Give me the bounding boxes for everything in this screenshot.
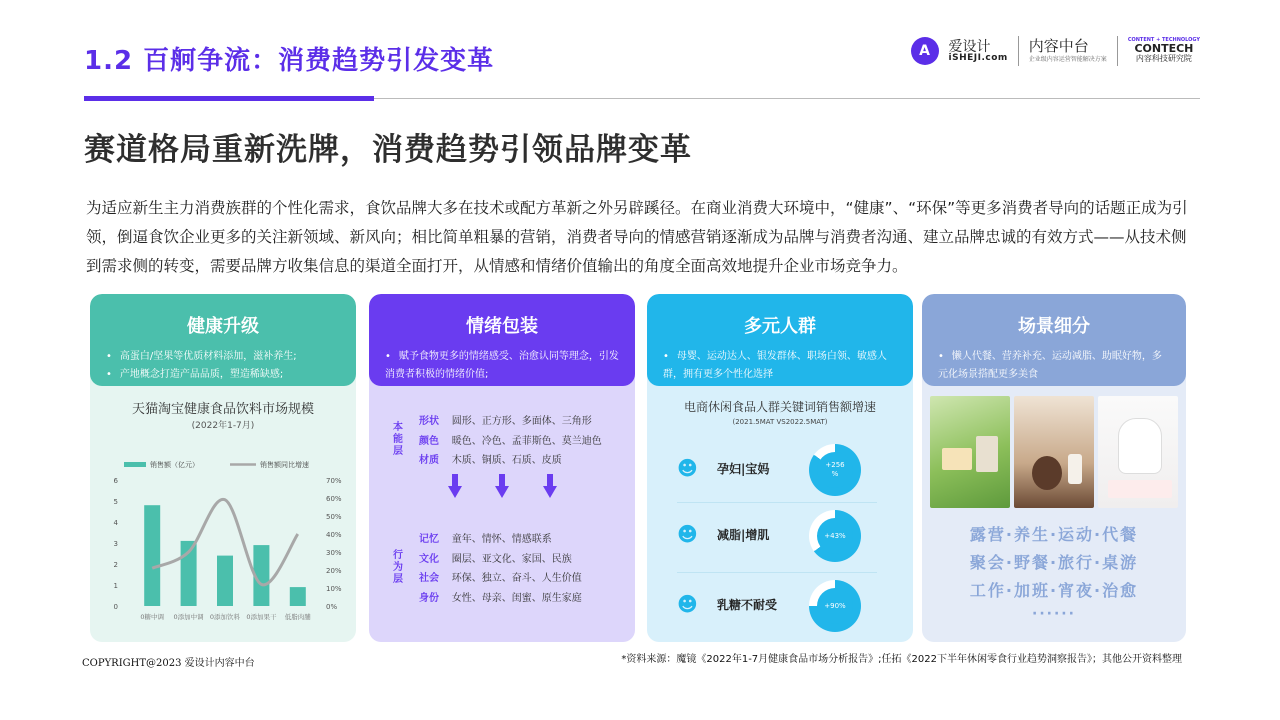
- x-tick-label: 低脂肉脯: [284, 613, 311, 621]
- list-item: [419, 569, 582, 589]
- contech-logo: [1128, 38, 1200, 64]
- data-source-note: *资料来源：魔镜《2022年1-7月健康食品市场分析报告》;任拓《2022下半年休闲零食行业趋势洞察报告》；其他公开资料整理: [621, 654, 1182, 665]
- crowd-chart-title: 电商休闲食品人群关键词销售额增速: [683, 400, 876, 414]
- card-header: [90, 294, 356, 386]
- card-title: 健康升级: [187, 316, 259, 337]
- person-icon: ☻: [677, 456, 698, 480]
- contech-logo-top: CONTENT + TECHNOLOGY: [1127, 36, 1200, 43]
- health-food-photo: [1014, 396, 1094, 508]
- legend-bar-swatch: [124, 462, 146, 467]
- y2-tick-label: 10%: [326, 585, 342, 593]
- item-label: 文化: [419, 553, 439, 565]
- item-label: 社会: [419, 573, 439, 584]
- card-title: 情绪包装: [466, 316, 538, 337]
- card-health-upgrade: [90, 294, 356, 642]
- list-item: [419, 530, 582, 550]
- item-label: 颜色: [419, 435, 439, 447]
- card-bullet: • 高蛋白/坚果等优质材料添加，滋补养生;: [106, 348, 340, 366]
- growth-ring: [809, 444, 861, 496]
- card-scene-segmentation: [922, 294, 1186, 642]
- camping-photo: [930, 396, 1010, 508]
- x-tick-label: 0添加果干: [246, 613, 277, 621]
- card-diverse-crowds: [647, 294, 913, 642]
- content-platform-logo: [1029, 39, 1107, 63]
- behavior-layer-label: 行为层: [393, 550, 403, 585]
- person-icon: ☻: [677, 592, 698, 616]
- card-bullet: • 产地概念打造产品品质，塑造稀缺感;: [106, 366, 340, 384]
- y-tick-label: 3: [113, 540, 118, 548]
- y2-tick-label: 40%: [326, 531, 342, 539]
- down-arrow-icon: [495, 486, 509, 498]
- logo-divider: [1018, 36, 1019, 66]
- person-icon: ☻: [677, 522, 698, 546]
- y-tick-label: 1: [113, 582, 118, 590]
- chart-bar: [290, 587, 306, 606]
- growth-value: +256 %: [817, 452, 853, 488]
- chart-bar: [217, 556, 233, 606]
- market-size-chart: [90, 454, 356, 630]
- logo-divider-2: [1117, 36, 1118, 66]
- card-bullet: • 赋予食物更多的情绪感受、治愈认同等理念，引发消费者积极的情绪价值;: [385, 348, 619, 384]
- growth-ring: [809, 510, 861, 562]
- x-tick-label: 0添加中调: [173, 613, 204, 621]
- item-label: 身份: [419, 592, 439, 604]
- card-bullets: [938, 348, 1170, 384]
- crowd-row: [677, 580, 877, 630]
- x-tick-label: 0糖中调: [140, 613, 165, 621]
- item-label: 形状: [419, 416, 439, 427]
- card-title: 多元人群: [744, 316, 816, 337]
- card-bullets: [663, 348, 897, 384]
- card-header: [369, 294, 635, 386]
- crowd-label: 乳糖不耐受: [717, 598, 778, 612]
- growth-value: +90%: [817, 588, 853, 624]
- list-item: [419, 432, 602, 452]
- crowd-row: [677, 510, 877, 560]
- contech-logo-en: CONTECH: [1134, 42, 1194, 56]
- copyright: COPYRIGHT@2023 爱设计内容中台: [82, 658, 255, 669]
- y2-tick-label: 20%: [326, 567, 342, 575]
- legend-bar-label: 销售额（亿元）: [150, 461, 199, 469]
- item-text: 暖色、冷色、孟菲斯色、莫兰迪色: [451, 435, 602, 447]
- list-item: [419, 412, 602, 432]
- scene-keywords-line: 露营·养生·运动·代餐: [969, 525, 1139, 544]
- y-tick-label: 5: [113, 498, 118, 506]
- y2-tick-label: 50%: [326, 513, 342, 521]
- row-divider: [677, 572, 877, 573]
- y-tick-label: 0: [113, 603, 118, 611]
- card-bullet: • 懒人代餐、营养补充、运动减脂、助眠好物，多元化场景搭配更多美食: [938, 348, 1170, 384]
- legend-line-label: 销售额同比增速: [260, 461, 309, 469]
- list-item: [419, 550, 582, 570]
- card-bullets: [106, 348, 340, 384]
- instinct-layer-list: [419, 412, 602, 471]
- contech-logo-cn: 内容科技研究院: [1135, 54, 1192, 64]
- scene-photo-strip: [930, 396, 1178, 508]
- y2-tick-label: 0%: [326, 603, 338, 611]
- x-tick-label: 0添加饮料: [209, 613, 241, 621]
- y2-tick-label: 60%: [326, 495, 342, 503]
- item-text: 圈层、亚文化、家国、民族: [451, 553, 572, 565]
- growth-ring: [809, 580, 861, 632]
- card-emotional-packaging: [369, 294, 635, 642]
- isheji-logo-text: [949, 40, 1008, 63]
- content-platform-name: 内容中台: [1028, 37, 1089, 55]
- scene-ellipsis: ······: [1032, 606, 1076, 622]
- list-item: [419, 451, 602, 471]
- crowd-chart-subtitle: (2021.5MAT VS2022.5MAT): [732, 418, 828, 426]
- logo-group: [911, 36, 1200, 66]
- chart-subtitle: (2022年1-7月): [191, 421, 255, 431]
- isheji-logo-cn: 爱设计: [948, 38, 991, 55]
- isheji-logo-icon: A: [911, 37, 939, 65]
- y-tick-label: 6: [113, 477, 118, 485]
- crowd-label: 减脂|增肌: [717, 528, 770, 542]
- header-rule-accent: [84, 96, 374, 101]
- intro-paragraph: 为适应新生主力消费族群的个性化需求，食饮品牌大多在技术或配方革新之外另辟蹊径。在商业消费大环境中，“健康”、“环保”等更多消费者导向的话题正成为引领，倒逼食饮企业更多的关注新领域、新风向；相比简单粗暴的营销，消费者导向的情感营销逐渐成为品牌与消费者沟通、建立品牌忠诚的有效方式——从技术侧到需求侧的转变，需要品牌方收集信息的渠道全面打开，从情感和情绪价值输出的角度全面高效地提升企业市场竞争力。: [86, 199, 1188, 275]
- item-label: 记忆: [419, 534, 439, 545]
- page-title: 1.2 百舸争流：消费趋势引发变革: [84, 46, 495, 76]
- card-header: [922, 294, 1186, 386]
- item-text: 木质、铜质、石质、皮质: [451, 455, 562, 466]
- y2-tick-label: 30%: [326, 549, 342, 557]
- behavior-layer-list: [419, 530, 582, 608]
- row-divider: [677, 502, 877, 503]
- y-tick-label: 2: [113, 561, 118, 569]
- card-bullet: • 母婴、运动达人、银发群体、职场白领、敏感人群，拥有更多个性化选择: [663, 348, 897, 384]
- isheji-logo-en: iSHEJI.com: [948, 52, 1008, 63]
- down-arrow-icon: [543, 486, 557, 498]
- y2-tick-label: 70%: [326, 477, 342, 485]
- y-tick-label: 4: [113, 519, 118, 527]
- section-subtitle: 赛道格局重新洗牌，消费趋势引领品牌变革: [84, 132, 692, 168]
- scene-keywords-line: 工作·加班·宵夜·治愈: [969, 581, 1139, 600]
- item-text: 圆形、正方形、多面体、三角形: [451, 416, 592, 427]
- down-arrow-icon: [448, 486, 462, 498]
- crowd-label: 孕妇|宝妈: [717, 462, 770, 476]
- card-header: [647, 294, 913, 386]
- card-bullets: [385, 348, 619, 384]
- content-platform-tagline: 企业级内容运营智能解决方案: [1028, 56, 1107, 63]
- chart-bar: [144, 505, 160, 606]
- crowd-row: [677, 444, 877, 494]
- item-text: 女性、母亲、闺蜜、原生家庭: [451, 592, 582, 604]
- item-text: 童年、情怀、情感联系: [451, 534, 552, 545]
- chart-title: 天猫淘宝健康食品饮料市场规模: [131, 402, 314, 417]
- item-label: 材质: [419, 455, 439, 466]
- scene-keywords-line: 聚会·野餐·旅行·桌游: [969, 553, 1139, 572]
- growth-value: +43%: [817, 518, 853, 554]
- product-photo: [1098, 396, 1178, 508]
- list-item: [419, 589, 582, 609]
- instinct-layer-label: 本能层: [393, 422, 403, 457]
- item-text: 环保、独立、奋斗、人生价值: [451, 573, 582, 584]
- card-title: 场景细分: [1018, 316, 1090, 337]
